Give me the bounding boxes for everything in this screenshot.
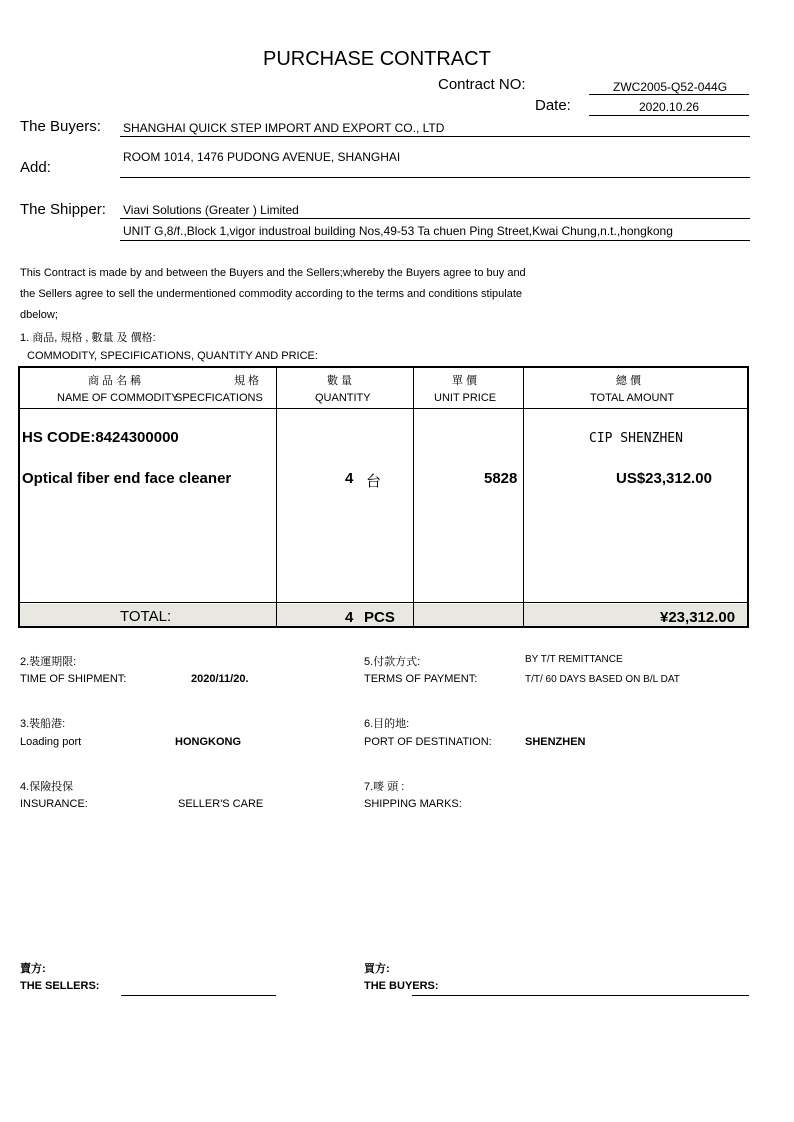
destination-cn: 6.目的地:: [364, 718, 410, 730]
section1-cn: 1. 商品, 規格 , 數量 及 價格:: [20, 332, 156, 344]
buyers-name: SHANGHAI QUICK STEP IMPORT AND EXPORT CO., LTD: [123, 121, 445, 135]
buyers-address: ROOM 1014, 1476 PUDONG AVENUE, SHANGHAI: [123, 150, 401, 164]
header-price-en: UNIT PRICE: [434, 392, 497, 404]
shipment-date: 2020/11/20.: [191, 673, 249, 685]
header-name-cn: 商 品 名 稱: [88, 375, 142, 387]
section1-en: COMMODITY, SPECIFICATIONS, QUANTITY AND PRICE:: [27, 350, 318, 362]
total-divider-top: [20, 602, 747, 603]
header-price-cn: 單 價: [452, 375, 478, 387]
loading-port-cn: 3.裝船港:: [20, 718, 66, 730]
header-spec-en: SPECFICATIONS: [175, 392, 263, 404]
buyers-address-underline: [120, 177, 750, 178]
intro-line-3: dbelow;: [20, 309, 58, 321]
shipment-en: TIME OF SHIPMENT:: [20, 673, 127, 685]
col-divider-1: [276, 368, 277, 626]
buyers-en: THE BUYERS:: [364, 980, 439, 992]
header-name-en: NAME OF COMMODITY: [57, 392, 179, 404]
date-underline: [589, 115, 749, 116]
header-total-en: TOTAL AMOUNT: [590, 392, 675, 404]
buyers-cn: 買方:: [364, 963, 390, 975]
shipper-name: Viavi Solutions (Greater ) Limited: [123, 203, 299, 217]
buyers-signature-line[interactable]: [412, 995, 749, 996]
payment-en: TERMS OF PAYMENT:: [364, 673, 478, 685]
shipper-label: The Shipper:: [20, 201, 106, 218]
buyers-name-underline: [120, 136, 750, 137]
total-amount: ¥23,312.00: [660, 609, 736, 626]
cip-term: CIP SHENZHEN: [589, 431, 683, 446]
add-label: Add:: [20, 159, 51, 176]
date-value: 2020.10.26: [639, 100, 700, 114]
item-amount: US$23,312.00: [616, 470, 712, 487]
date-label: Date:: [535, 97, 571, 114]
col-divider-2: [413, 368, 414, 626]
insurance-en: INSURANCE:: [20, 798, 88, 810]
insurance-cn: 4.保險投保: [20, 781, 74, 793]
buyers-label: The Buyers:: [20, 118, 101, 135]
header-spec-cn: 規 格: [234, 375, 260, 387]
shipper-address: UNIT G,8/f.,Block 1,vigor industroal building Nos,49-53 Ta chuen Ping Street,Kwai Chung,n.t.,hongkong: [123, 224, 673, 238]
sellers-signature-line[interactable]: [121, 995, 276, 996]
item-name: Optical fiber end face cleaner: [22, 470, 232, 487]
header-divider: [20, 408, 747, 409]
sellers-cn: 賣方:: [20, 963, 46, 975]
shipper-name-underline: [120, 218, 750, 219]
header-qty-en: QUANTITY: [315, 392, 371, 404]
payment-cn: 5.付款方式:: [364, 656, 421, 668]
commodity-table: [18, 366, 749, 628]
total-qty: 4: [345, 609, 354, 626]
item-unit-price: 5828: [484, 470, 518, 487]
loading-port-en: Loading port: [20, 736, 82, 748]
item-qty: 4: [345, 470, 354, 487]
intro-line-2: the Sellers agree to sell the undermentioned commodity according to the terms and conditions stipulate: [20, 288, 523, 300]
loading-port-value: HONGKONG: [175, 736, 241, 748]
contract-no-underline: [589, 94, 749, 95]
payment-method: BY T/T REMITTANCE: [525, 654, 623, 665]
total-label: TOTAL:: [120, 608, 172, 625]
payment-terms: T/T/ 60 DAYS BASED ON B/L DAT: [525, 674, 680, 685]
shipping-marks-en: SHIPPING MARKS:: [364, 798, 462, 810]
insurance-value: SELLER'S CARE: [178, 798, 264, 810]
total-unit: PCS: [364, 609, 395, 626]
hs-code: HS CODE:8424300000: [22, 429, 179, 446]
destination-value: SHENZHEN: [525, 736, 586, 748]
header-total-cn: 總 價: [616, 375, 642, 387]
shipping-marks-cn: 7.嘜 頭 :: [364, 781, 405, 793]
contract-no-label: Contract NO:: [438, 76, 526, 93]
col-divider-3: [523, 368, 524, 626]
contract-no-value: ZWC2005-Q52-044G: [613, 80, 728, 94]
sellers-en: THE SELLERS:: [20, 980, 100, 992]
item-unit: 台: [366, 473, 382, 490]
shipper-address-underline: [120, 240, 750, 241]
intro-line-1: This Contract is made by and between the Buyers and the Sellers;whereby the Buyers agree to buy and: [20, 267, 526, 279]
header-qty-cn: 數 量: [327, 375, 353, 387]
destination-en: PORT OF DESTINATION:: [364, 736, 492, 748]
contract-title: PURCHASE CONTRACT: [263, 48, 491, 70]
shipment-cn: 2.裝運期限:: [20, 656, 77, 668]
